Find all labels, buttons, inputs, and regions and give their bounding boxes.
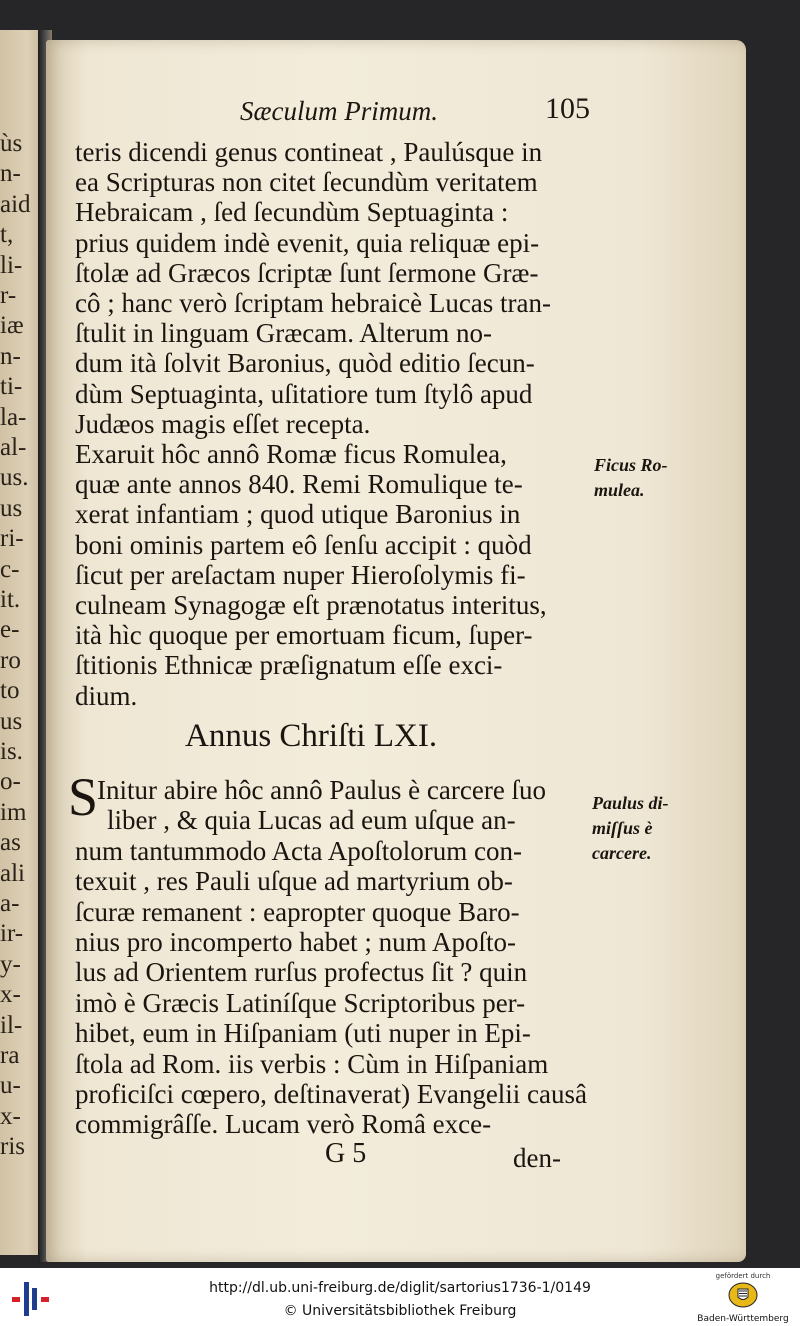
prev-page-text-fragment: ri- xyxy=(0,525,24,553)
text-line: cô ; hanc verò ſcriptam hebraicè Lucas tran- xyxy=(75,288,552,318)
text-line: texuit , res Pauli uſque ad martyrium ob- xyxy=(75,866,513,897)
text-line: commigrâſſe. Lucam verò Româ exce- xyxy=(75,1109,492,1140)
margin-note-line: Paulus di- xyxy=(592,793,669,813)
prev-page-text-fragment: us. xyxy=(0,464,29,492)
prev-page-text-fragment: iæ xyxy=(0,312,24,340)
prev-page-text-fragment: li- xyxy=(0,251,23,279)
prev-page-text-fragment: ir- xyxy=(0,920,24,948)
prev-page-text-fragment: as xyxy=(0,829,21,857)
prev-page-text-fragment: n- xyxy=(0,160,21,188)
drop-cap: S xyxy=(68,767,99,827)
text-line: ſtitionis Ethnicæ præſignatum eſſe exci- xyxy=(75,650,503,681)
prev-page-text-fragment: aid xyxy=(0,190,31,218)
text-line: ea Scripturas non citet ſecundùm veritatem xyxy=(75,167,538,198)
text-line: hibet, eum in Hiſpaniam (uti nuper in Epi- xyxy=(75,1018,531,1049)
prev-page-text-fragment: us xyxy=(0,707,23,735)
margin-note-line: mulea. xyxy=(594,480,645,500)
prev-page-text-fragment: ra xyxy=(0,1042,20,1069)
text-line: lus ad Orientem rurſus profectus ſit ? quin xyxy=(75,957,528,988)
text-line: Exaruit hôc annô Romæ ficus Romulea, xyxy=(75,439,507,469)
prev-page-text-fragment: e- xyxy=(0,616,20,644)
text-line: dum ità ſolvit Baronius, quòd editio ſecun- xyxy=(75,348,535,379)
prev-page-text-fragment: t, xyxy=(0,221,14,249)
section-title: Annus Chriſti LXI. xyxy=(185,718,438,754)
prev-page-text-fragment: il- xyxy=(0,1011,23,1039)
prev-page-text-fragment: it. xyxy=(0,586,21,613)
text-line: ità hìc quoque per emortuam ficum, ſuper- xyxy=(75,620,533,651)
text-line: culneam Synagogæ eſt prænotatus interitus, xyxy=(75,590,547,620)
text-line: Initur abire hôc annô Paulus è carcere ſuo xyxy=(97,775,547,805)
text-line: xerat infantiam ; quod utique Baronius in xyxy=(75,499,521,530)
text-line: boni ominis partem eô ſenſu accipit : quòd xyxy=(75,529,532,560)
sponsor-name: Baden-Württemberg xyxy=(697,1314,789,1324)
prev-page-text-fragment: u- xyxy=(0,1072,21,1100)
prev-page-text-fragment: la- xyxy=(0,403,27,431)
coat-of-arms-icon xyxy=(727,1281,759,1309)
prev-page-text-fragment: ris xyxy=(0,1133,25,1161)
text-line: ſtola ad Rom. iis verbis : Cùm in Hiſpaniam xyxy=(75,1048,549,1079)
prev-page-text-fragment: ti- xyxy=(0,373,23,401)
text-line: quæ ante annos 840. Remi Romulique te- xyxy=(75,469,523,500)
text-line: ſtolæ ad Græcos ſcriptæ ſunt ſermone Græ- xyxy=(75,257,539,288)
viewer-footer xyxy=(0,1268,800,1326)
text-line: ſtulit in linguam Græcam. Alterum no- xyxy=(75,318,492,349)
prev-page-text-fragment: is. xyxy=(0,738,23,765)
prev-page-text-fragment: o- xyxy=(0,768,21,796)
text-line: imò è Græcis Latiníſque Scriptoribus per- xyxy=(75,987,526,1018)
prev-page-text-fragment: ùs xyxy=(0,130,23,157)
margin-note-line: Ficus Ro- xyxy=(594,455,668,475)
prev-page-text-fragment: al- xyxy=(0,434,27,461)
signature-mark: G 5 xyxy=(325,1138,367,1169)
prev-page-text-fragment: ali xyxy=(0,859,25,887)
prev-page-text-fragment: c- xyxy=(0,555,20,583)
prev-page-text-fragment: a- xyxy=(0,890,20,917)
prev-page-text-fragment: n- xyxy=(0,342,21,370)
prev-page-text-fragment: im xyxy=(0,798,27,826)
text-line: nius pro incomperto habet ; num Apoſto- xyxy=(75,927,516,957)
text-line: teris dicendi genus contineat , Paulúsque in xyxy=(75,137,543,167)
text-line: proficiſci cœpero, deſtinaverat) Evangelii causâ xyxy=(75,1079,588,1109)
page-number: 105 xyxy=(545,92,590,125)
margin-note-ficus xyxy=(594,453,668,503)
text-line: Hebraicam , ſed ſecundùm Septuaginta : xyxy=(75,197,509,228)
prev-page-text-fragment: y- xyxy=(0,950,21,978)
margin-note-line: miſſus è xyxy=(592,818,653,838)
text-line: dium. xyxy=(75,680,138,711)
text-line: liber , & quia Lucas ad eum uſque an- xyxy=(107,805,516,836)
catchword: den- xyxy=(513,1143,561,1173)
text-line: prius quidem indè evenit, quia reliquæ epi- xyxy=(75,227,540,258)
prev-page-text-fragment: x- xyxy=(0,1102,21,1130)
prev-page-text-fragment: us xyxy=(0,494,23,522)
prev-page-text-fragment: ro xyxy=(0,646,21,674)
text-line: ſcuræ remanent : eapropter quoque Baro- xyxy=(75,896,520,927)
prev-page-text-fragment: x- xyxy=(0,981,21,1009)
margin-note-line: carcere. xyxy=(592,843,652,863)
text-line: Judæos magis eſſet recepta. xyxy=(75,408,371,439)
prev-page-text-fragment: to xyxy=(0,677,20,705)
sponsor-label: gefördert durch xyxy=(715,1272,771,1280)
copyright-text: © Universitätsbibliothek Freiburg xyxy=(283,1303,517,1319)
running-head: Sæculum Primum. xyxy=(240,96,438,126)
text-line: dùm Septuaginta, uſitatiore tum ſtylô apud xyxy=(75,378,533,409)
margin-note-paulus xyxy=(592,791,669,866)
sponsor-badge xyxy=(696,1272,790,1324)
text-line: num tantummodo Acta Apoſtolorum con- xyxy=(75,835,522,866)
prev-page-text-fragment: r- xyxy=(0,282,17,309)
text-line: ſicut per areſactam nuper Hieroſolymis fi- xyxy=(75,559,526,590)
document-url-link[interactable]: http://dl.ub.uni-freiburg.de/diglit/sartorius1736-1/0149 xyxy=(209,1280,591,1296)
